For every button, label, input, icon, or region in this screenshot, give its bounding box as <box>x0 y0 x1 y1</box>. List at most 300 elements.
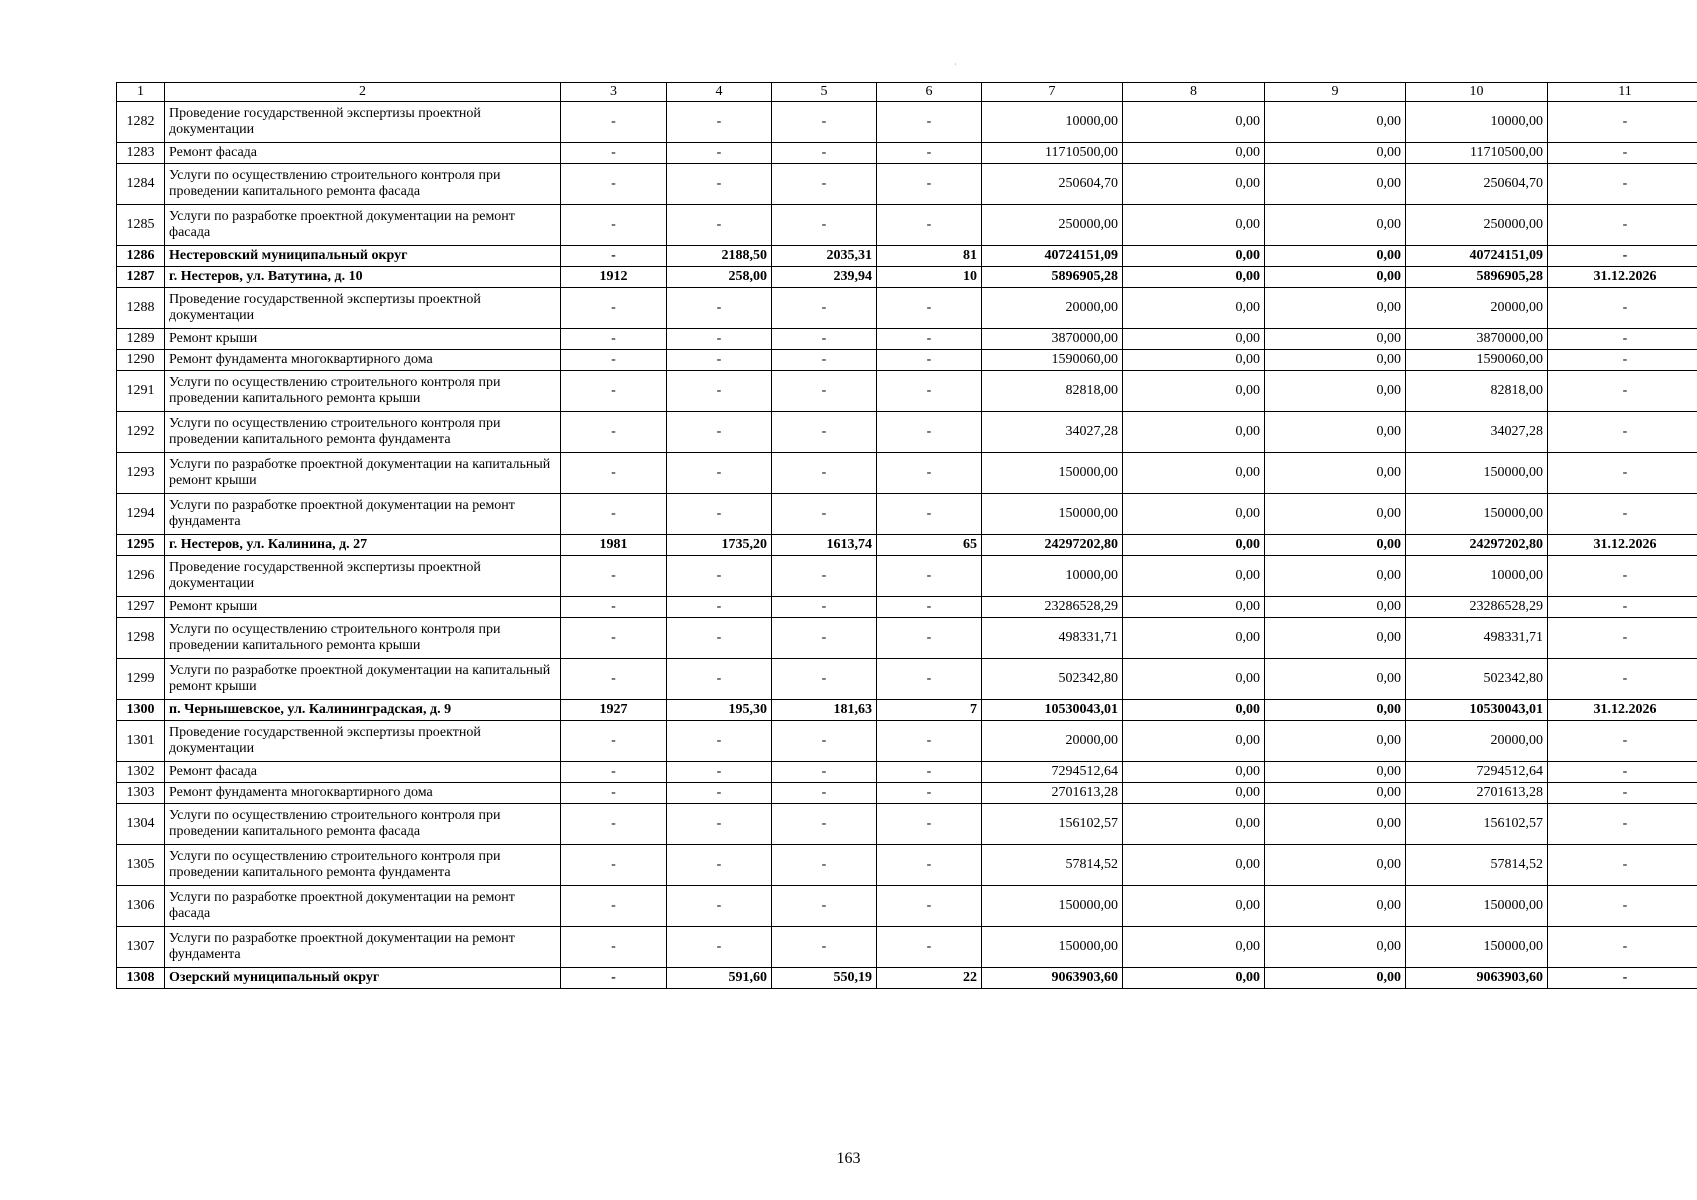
col3-cell: - <box>561 762 667 783</box>
col10-cell: 23286528,29 <box>1406 597 1548 618</box>
col7-cell: 40724151,09 <box>982 246 1123 267</box>
column-number: 4 <box>667 83 772 102</box>
col7-cell: 250000,00 <box>982 205 1123 246</box>
col7-cell: 10000,00 <box>982 102 1123 143</box>
col8-cell: 0,00 <box>1123 494 1265 535</box>
col6-cell: 7 <box>877 700 982 721</box>
col4-cell: - <box>667 845 772 886</box>
column-number: 10 <box>1406 83 1548 102</box>
col3-cell: - <box>561 205 667 246</box>
description-cell: Услуги по разработке проектной документации на ремонт фундамента <box>165 494 561 535</box>
col9-cell: 0,00 <box>1265 412 1406 453</box>
col5-cell: - <box>772 412 877 453</box>
col10-cell: 34027,28 <box>1406 412 1548 453</box>
table-row <box>117 721 1697 762</box>
col3-cell: - <box>561 412 667 453</box>
table-row <box>117 143 1697 164</box>
col3-cell: - <box>561 246 667 267</box>
col6-cell: - <box>877 721 982 762</box>
description-cell: г. Нестеров, ул. Ватутина, д. 10 <box>165 267 561 288</box>
row-number-cell: 1293 <box>117 453 165 494</box>
col9-cell: 0,00 <box>1265 246 1406 267</box>
row-number-cell: 1303 <box>117 783 165 804</box>
col3-cell: - <box>561 350 667 371</box>
col7-cell: 1590060,00 <box>982 350 1123 371</box>
col11-cell: - <box>1548 371 1697 412</box>
col10-cell: 150000,00 <box>1406 886 1548 927</box>
table-row <box>117 164 1697 205</box>
col4-cell: - <box>667 886 772 927</box>
col9-cell: 0,00 <box>1265 721 1406 762</box>
col6-cell: - <box>877 102 982 143</box>
col3-cell: - <box>561 927 667 968</box>
col10-cell: 20000,00 <box>1406 288 1548 329</box>
col4-cell: - <box>667 783 772 804</box>
col11-cell: - <box>1548 762 1697 783</box>
col3-cell: - <box>561 886 667 927</box>
col11-cell: - <box>1548 102 1697 143</box>
col4-cell: 1735,20 <box>667 535 772 556</box>
col6-cell: - <box>877 494 982 535</box>
row-number-cell: 1291 <box>117 371 165 412</box>
description-cell: Ремонт фасада <box>165 762 561 783</box>
col4-cell: - <box>667 371 772 412</box>
description-cell: Проведение государственной экспертизы проектной документации <box>165 288 561 329</box>
col5-cell: - <box>772 927 877 968</box>
col8-cell: 0,00 <box>1123 700 1265 721</box>
col11-cell: - <box>1548 288 1697 329</box>
col9-cell: 0,00 <box>1265 700 1406 721</box>
col3-cell: - <box>561 845 667 886</box>
table-row <box>117 494 1697 535</box>
col7-cell: 24297202,80 <box>982 535 1123 556</box>
col8-cell: 0,00 <box>1123 927 1265 968</box>
col8-cell: 0,00 <box>1123 453 1265 494</box>
col6-cell: - <box>877 804 982 845</box>
table-row <box>117 102 1697 143</box>
col5-cell: - <box>772 329 877 350</box>
description-cell: Нестеровский муниципальный округ <box>165 246 561 267</box>
col4-cell: - <box>667 288 772 329</box>
col9-cell: 0,00 <box>1265 371 1406 412</box>
table-row <box>117 453 1697 494</box>
column-number: 3 <box>561 83 667 102</box>
col8-cell: 0,00 <box>1123 804 1265 845</box>
col8-cell: 0,00 <box>1123 329 1265 350</box>
col10-cell: 150000,00 <box>1406 927 1548 968</box>
col6-cell: - <box>877 845 982 886</box>
col3-cell: - <box>561 288 667 329</box>
row-number-cell: 1282 <box>117 102 165 143</box>
col3-cell: 1927 <box>561 700 667 721</box>
col9-cell: 0,00 <box>1265 968 1406 989</box>
col8-cell: 0,00 <box>1123 535 1265 556</box>
description-cell: Услуги по разработке проектной документации на капитальный ремонт крыши <box>165 453 561 494</box>
col9-cell: 0,00 <box>1265 494 1406 535</box>
table-row <box>117 700 1697 721</box>
col5-cell: - <box>772 597 877 618</box>
col5-cell: - <box>772 350 877 371</box>
description-cell: Услуги по осуществлению строительного контроля при проведении капитального ремонта крыши <box>165 618 561 659</box>
col6-cell: - <box>877 927 982 968</box>
col8-cell: 0,00 <box>1123 164 1265 205</box>
col11-cell: - <box>1548 453 1697 494</box>
table-row <box>117 845 1697 886</box>
table-row <box>117 329 1697 350</box>
col11-cell: - <box>1548 927 1697 968</box>
col5-cell: 550,19 <box>772 968 877 989</box>
col10-cell: 502342,80 <box>1406 659 1548 700</box>
col8-cell: 0,00 <box>1123 968 1265 989</box>
column-number: 11 <box>1548 83 1697 102</box>
col10-cell: 57814,52 <box>1406 845 1548 886</box>
col7-cell: 156102,57 <box>982 804 1123 845</box>
col11-cell: - <box>1548 721 1697 762</box>
col3-cell: - <box>561 556 667 597</box>
col9-cell: 0,00 <box>1265 164 1406 205</box>
col4-cell: - <box>667 350 772 371</box>
col4-cell: 258,00 <box>667 267 772 288</box>
col5-cell: 239,94 <box>772 267 877 288</box>
col9-cell: 0,00 <box>1265 267 1406 288</box>
description-cell: Ремонт фундамента многоквартирного дома <box>165 350 561 371</box>
col4-cell: - <box>667 721 772 762</box>
data-table <box>116 82 1697 989</box>
description-cell: п. Чернышевское, ул. Калининградская, д. 9 <box>165 700 561 721</box>
col9-cell: 0,00 <box>1265 288 1406 329</box>
col4-cell: - <box>667 412 772 453</box>
col10-cell: 11710500,00 <box>1406 143 1548 164</box>
col9-cell: 0,00 <box>1265 453 1406 494</box>
col5-cell: 181,63 <box>772 700 877 721</box>
description-cell: Услуги по осуществлению строительного контроля при проведении капитального ремонта фундамента <box>165 412 561 453</box>
col7-cell: 502342,80 <box>982 659 1123 700</box>
description-cell: Услуги по разработке проектной документации на капитальный ремонт крыши <box>165 659 561 700</box>
col3-cell: 1981 <box>561 535 667 556</box>
table-row <box>117 535 1697 556</box>
col5-cell: 2035,31 <box>772 246 877 267</box>
col7-cell: 7294512,64 <box>982 762 1123 783</box>
col10-cell: 10530043,01 <box>1406 700 1548 721</box>
description-cell: Услуги по осуществлению строительного контроля при проведении капитального ремонта крыши <box>165 371 561 412</box>
col4-cell: - <box>667 143 772 164</box>
col5-cell: - <box>772 721 877 762</box>
col10-cell: 498331,71 <box>1406 618 1548 659</box>
col11-cell: - <box>1548 556 1697 597</box>
col4-cell: 591,60 <box>667 968 772 989</box>
col6-cell: - <box>877 371 982 412</box>
col5-cell: - <box>772 453 877 494</box>
row-number-cell: 1289 <box>117 329 165 350</box>
column-number: 2 <box>165 83 561 102</box>
col3-cell: - <box>561 143 667 164</box>
col9-cell: 0,00 <box>1265 804 1406 845</box>
col8-cell: 0,00 <box>1123 618 1265 659</box>
col11-cell: - <box>1548 329 1697 350</box>
row-number-cell: 1292 <box>117 412 165 453</box>
row-number-cell: 1299 <box>117 659 165 700</box>
description-cell: Услуги по разработке проектной документации на ремонт фасада <box>165 886 561 927</box>
col11-cell: 31.12.2026 <box>1548 535 1697 556</box>
table-row <box>117 659 1697 700</box>
table-row <box>117 288 1697 329</box>
col3-cell: - <box>561 783 667 804</box>
table-row <box>117 350 1697 371</box>
col5-cell: - <box>772 371 877 412</box>
col10-cell: 3870000,00 <box>1406 329 1548 350</box>
col11-cell: - <box>1548 494 1697 535</box>
col9-cell: 0,00 <box>1265 927 1406 968</box>
column-number: 8 <box>1123 83 1265 102</box>
col10-cell: 40724151,09 <box>1406 246 1548 267</box>
table-row <box>117 556 1697 597</box>
col11-cell: - <box>1548 246 1697 267</box>
col9-cell: 0,00 <box>1265 350 1406 371</box>
column-number: 9 <box>1265 83 1406 102</box>
description-cell: Ремонт фундамента многоквартирного дома <box>165 783 561 804</box>
col4-cell: - <box>667 494 772 535</box>
col7-cell: 250604,70 <box>982 164 1123 205</box>
column-number: 6 <box>877 83 982 102</box>
col3-cell: - <box>561 721 667 762</box>
col6-cell: 65 <box>877 535 982 556</box>
col3-cell: - <box>561 804 667 845</box>
col9-cell: 0,00 <box>1265 659 1406 700</box>
col7-cell: 10530043,01 <box>982 700 1123 721</box>
col9-cell: 0,00 <box>1265 845 1406 886</box>
col8-cell: 0,00 <box>1123 721 1265 762</box>
col3-cell: - <box>561 329 667 350</box>
column-number-row <box>117 83 1697 102</box>
col3-cell: - <box>561 494 667 535</box>
col7-cell: 57814,52 <box>982 845 1123 886</box>
col11-cell: - <box>1548 205 1697 246</box>
row-number-cell: 1294 <box>117 494 165 535</box>
col3-cell: - <box>561 371 667 412</box>
col5-cell: - <box>772 494 877 535</box>
col10-cell: 250000,00 <box>1406 205 1548 246</box>
row-number-cell: 1304 <box>117 804 165 845</box>
col3-cell: - <box>561 164 667 205</box>
col9-cell: 0,00 <box>1265 886 1406 927</box>
col3-cell: - <box>561 659 667 700</box>
row-number-cell: 1300 <box>117 700 165 721</box>
col6-cell: - <box>877 164 982 205</box>
table-row <box>117 597 1697 618</box>
col6-cell: 10 <box>877 267 982 288</box>
table-row <box>117 267 1697 288</box>
col8-cell: 0,00 <box>1123 556 1265 597</box>
col6-cell: - <box>877 350 982 371</box>
col5-cell: - <box>772 102 877 143</box>
row-number-cell: 1307 <box>117 927 165 968</box>
description-cell: Услуги по осуществлению строительного контроля при проведении капитального ремонта фундамента <box>165 845 561 886</box>
col7-cell: 150000,00 <box>982 494 1123 535</box>
description-cell: Ремонт крыши <box>165 597 561 618</box>
col3-cell: - <box>561 597 667 618</box>
col5-cell: - <box>772 804 877 845</box>
col10-cell: 150000,00 <box>1406 453 1548 494</box>
col11-cell: - <box>1548 597 1697 618</box>
col9-cell: 0,00 <box>1265 535 1406 556</box>
row-number-cell: 1297 <box>117 597 165 618</box>
col7-cell: 498331,71 <box>982 618 1123 659</box>
row-number-cell: 1288 <box>117 288 165 329</box>
col6-cell: - <box>877 659 982 700</box>
row-number-cell: 1296 <box>117 556 165 597</box>
table-row <box>117 618 1697 659</box>
description-cell: Ремонт фасада <box>165 143 561 164</box>
row-number-cell: 1298 <box>117 618 165 659</box>
col6-cell: - <box>877 886 982 927</box>
description-cell: Услуги по осуществлению строительного контроля при проведении капитального ремонта фасада <box>165 164 561 205</box>
col7-cell: 150000,00 <box>982 453 1123 494</box>
col7-cell: 9063903,60 <box>982 968 1123 989</box>
col8-cell: 0,00 <box>1123 246 1265 267</box>
col7-cell: 20000,00 <box>982 288 1123 329</box>
col7-cell: 150000,00 <box>982 927 1123 968</box>
col3-cell: - <box>561 102 667 143</box>
table-body <box>117 83 1697 989</box>
col11-cell: - <box>1548 845 1697 886</box>
col7-cell: 34027,28 <box>982 412 1123 453</box>
col6-cell: - <box>877 783 982 804</box>
col11-cell: - <box>1548 886 1697 927</box>
description-cell: Услуги по осуществлению строительного контроля при проведении капитального ремонта фасада <box>165 804 561 845</box>
col7-cell: 11710500,00 <box>982 143 1123 164</box>
col7-cell: 82818,00 <box>982 371 1123 412</box>
row-number-cell: 1286 <box>117 246 165 267</box>
col4-cell: - <box>667 927 772 968</box>
col9-cell: 0,00 <box>1265 783 1406 804</box>
col11-cell: - <box>1548 350 1697 371</box>
col5-cell: 1613,74 <box>772 535 877 556</box>
col3-cell: - <box>561 618 667 659</box>
col9-cell: 0,00 <box>1265 329 1406 350</box>
col6-cell: - <box>877 597 982 618</box>
col11-cell: - <box>1548 618 1697 659</box>
row-number-cell: 1295 <box>117 535 165 556</box>
col5-cell: - <box>772 618 877 659</box>
col5-cell: - <box>772 659 877 700</box>
col10-cell: 156102,57 <box>1406 804 1548 845</box>
col4-cell: 2188,50 <box>667 246 772 267</box>
col11-cell: 31.12.2026 <box>1548 267 1697 288</box>
col10-cell: 7294512,64 <box>1406 762 1548 783</box>
col10-cell: 20000,00 <box>1406 721 1548 762</box>
row-number-cell: 1308 <box>117 968 165 989</box>
col5-cell: - <box>772 205 877 246</box>
col8-cell: 0,00 <box>1123 205 1265 246</box>
table-row <box>117 886 1697 927</box>
col4-cell: - <box>667 659 772 700</box>
row-number-cell: 1287 <box>117 267 165 288</box>
col3-cell: - <box>561 968 667 989</box>
col10-cell: 24297202,80 <box>1406 535 1548 556</box>
table-row <box>117 804 1697 845</box>
col4-cell: - <box>667 618 772 659</box>
col10-cell: 2701613,28 <box>1406 783 1548 804</box>
col11-cell: - <box>1548 804 1697 845</box>
col8-cell: 0,00 <box>1123 762 1265 783</box>
col5-cell: - <box>772 886 877 927</box>
col5-cell: - <box>772 762 877 783</box>
col6-cell: - <box>877 143 982 164</box>
description-cell: Проведение государственной экспертизы проектной документации <box>165 556 561 597</box>
col8-cell: 0,00 <box>1123 288 1265 329</box>
description-cell: Озерский муниципальный округ <box>165 968 561 989</box>
col11-cell: - <box>1548 164 1697 205</box>
col5-cell: - <box>772 845 877 886</box>
col4-cell: - <box>667 102 772 143</box>
col11-cell: - <box>1548 659 1697 700</box>
description-cell: Проведение государственной экспертизы проектной документации <box>165 102 561 143</box>
col6-cell: - <box>877 288 982 329</box>
col6-cell: - <box>877 412 982 453</box>
col9-cell: 0,00 <box>1265 143 1406 164</box>
scan-mark: · <box>954 60 957 69</box>
col11-cell: - <box>1548 783 1697 804</box>
col10-cell: 10000,00 <box>1406 556 1548 597</box>
col7-cell: 10000,00 <box>982 556 1123 597</box>
col4-cell: 195,30 <box>667 700 772 721</box>
col9-cell: 0,00 <box>1265 762 1406 783</box>
col11-cell: - <box>1548 412 1697 453</box>
col6-cell: - <box>877 556 982 597</box>
col10-cell: 82818,00 <box>1406 371 1548 412</box>
col11-cell: - <box>1548 968 1697 989</box>
col8-cell: 0,00 <box>1123 845 1265 886</box>
page-number: 163 <box>836 1150 861 1167</box>
col8-cell: 0,00 <box>1123 597 1265 618</box>
col6-cell: - <box>877 205 982 246</box>
col7-cell: 5896905,28 <box>982 267 1123 288</box>
col5-cell: - <box>772 288 877 329</box>
col6-cell: - <box>877 453 982 494</box>
description-cell: Ремонт крыши <box>165 329 561 350</box>
col6-cell: - <box>877 618 982 659</box>
col7-cell: 2701613,28 <box>982 783 1123 804</box>
col8-cell: 0,00 <box>1123 886 1265 927</box>
column-number: 5 <box>772 83 877 102</box>
col8-cell: 0,00 <box>1123 371 1265 412</box>
row-number-cell: 1283 <box>117 143 165 164</box>
col4-cell: - <box>667 556 772 597</box>
col8-cell: 0,00 <box>1123 412 1265 453</box>
col10-cell: 250604,70 <box>1406 164 1548 205</box>
col7-cell: 150000,00 <box>982 886 1123 927</box>
description-cell: Услуги по разработке проектной документации на ремонт фасада <box>165 205 561 246</box>
row-number-cell: 1290 <box>117 350 165 371</box>
col8-cell: 0,00 <box>1123 102 1265 143</box>
col9-cell: 0,00 <box>1265 102 1406 143</box>
description-cell: Проведение государственной экспертизы проектной документации <box>165 721 561 762</box>
col10-cell: 5896905,28 <box>1406 267 1548 288</box>
col10-cell: 9063903,60 <box>1406 968 1548 989</box>
col4-cell: - <box>667 597 772 618</box>
column-number: 1 <box>117 83 165 102</box>
col4-cell: - <box>667 205 772 246</box>
row-number-cell: 1302 <box>117 762 165 783</box>
col5-cell: - <box>772 164 877 205</box>
col5-cell: - <box>772 556 877 597</box>
col8-cell: 0,00 <box>1123 659 1265 700</box>
col4-cell: - <box>667 164 772 205</box>
col4-cell: - <box>667 762 772 783</box>
table-row <box>117 412 1697 453</box>
row-number-cell: 1284 <box>117 164 165 205</box>
col7-cell: 20000,00 <box>982 721 1123 762</box>
